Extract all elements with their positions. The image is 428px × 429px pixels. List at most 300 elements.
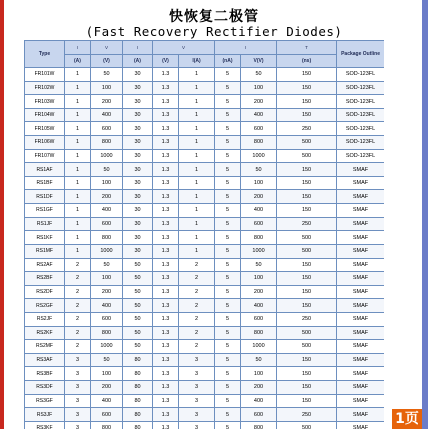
table-row bbox=[25, 108, 385, 122]
model-cell: FR104W bbox=[25, 108, 65, 122]
table-cell: 5 bbox=[215, 285, 241, 299]
table-row bbox=[25, 394, 385, 408]
table-cell: 250 bbox=[277, 408, 337, 422]
table-cell: 30 bbox=[123, 136, 153, 150]
table-cell: 100 bbox=[91, 176, 123, 190]
table-cell: 1 bbox=[65, 244, 91, 258]
model-cell: RS3GF bbox=[25, 394, 65, 408]
header-forward-voltage: V bbox=[153, 41, 215, 55]
model-cell: RS3KF bbox=[25, 421, 65, 429]
table-cell: 250 bbox=[277, 122, 337, 136]
model-cell: RS3BF bbox=[25, 367, 65, 381]
table-cell: SMAF bbox=[337, 204, 384, 218]
table-cell: 150 bbox=[277, 108, 337, 122]
table-cell: 150 bbox=[277, 95, 337, 109]
table-cell: 80 bbox=[123, 367, 153, 381]
table-cell: 5 bbox=[215, 381, 241, 395]
left-accent-bar bbox=[0, 0, 4, 429]
table-cell: SMAF bbox=[337, 272, 384, 286]
table-cell: 200 bbox=[241, 381, 277, 395]
table-cell: 600 bbox=[91, 408, 123, 422]
table-cell: 500 bbox=[277, 231, 337, 245]
spec-table-container bbox=[24, 40, 384, 429]
right-accent-bar bbox=[422, 0, 428, 429]
table-cell: 5 bbox=[215, 136, 241, 150]
model-cell: RS2DF bbox=[25, 285, 65, 299]
table-cell: 1 bbox=[179, 149, 215, 163]
table-cell: 800 bbox=[241, 326, 277, 340]
table-cell: 1.3 bbox=[153, 163, 179, 177]
table-cell: 1 bbox=[65, 95, 91, 109]
table-cell: 2 bbox=[179, 272, 215, 286]
table-cell: 100 bbox=[241, 272, 277, 286]
table-cell: 1.3 bbox=[153, 136, 179, 150]
table-cell: 5 bbox=[215, 108, 241, 122]
table-cell: SMAF bbox=[337, 176, 384, 190]
table-cell: 1 bbox=[179, 108, 215, 122]
table-cell: 1.3 bbox=[153, 68, 179, 82]
table-cell: 1.3 bbox=[153, 190, 179, 204]
table-cell: 50 bbox=[91, 258, 123, 272]
table-cell: 30 bbox=[123, 122, 153, 136]
table-cell: 30 bbox=[123, 204, 153, 218]
table-cell: 3 bbox=[65, 394, 91, 408]
table-cell: 1 bbox=[65, 108, 91, 122]
table-cell: 50 bbox=[123, 326, 153, 340]
table-row bbox=[25, 312, 385, 326]
table-cell: 600 bbox=[241, 312, 277, 326]
table-cell: 1.3 bbox=[153, 149, 179, 163]
table-cell: 50 bbox=[123, 272, 153, 286]
model-cell: FR101W bbox=[25, 68, 65, 82]
table-cell: 500 bbox=[277, 340, 337, 354]
header-surge: I bbox=[123, 41, 153, 55]
table-cell: 2 bbox=[65, 272, 91, 286]
header-reverse-current: I bbox=[215, 41, 277, 55]
table-cell: 2 bbox=[65, 340, 91, 354]
table-cell: SMAF bbox=[337, 421, 384, 429]
table-cell: 3 bbox=[179, 421, 215, 429]
table-cell: 150 bbox=[277, 258, 337, 272]
unit-header: (nA) bbox=[215, 55, 241, 68]
table-cell: 2 bbox=[179, 258, 215, 272]
table-cell: 600 bbox=[241, 122, 277, 136]
unit-header: (V) bbox=[91, 55, 123, 68]
table-cell: 1 bbox=[179, 204, 215, 218]
table-cell: 1 bbox=[179, 163, 215, 177]
table-cell: 200 bbox=[241, 190, 277, 204]
table-cell: 100 bbox=[241, 176, 277, 190]
table-cell: 1.3 bbox=[153, 244, 179, 258]
table-cell: SOD-123FL bbox=[337, 122, 384, 136]
table-cell: 100 bbox=[91, 367, 123, 381]
table-row bbox=[25, 326, 385, 340]
table-cell: 800 bbox=[91, 136, 123, 150]
unit-header: V(V) bbox=[241, 55, 277, 68]
table-row bbox=[25, 367, 385, 381]
table-cell: SMAF bbox=[337, 381, 384, 395]
table-cell: 50 bbox=[241, 163, 277, 177]
table-cell: 800 bbox=[91, 231, 123, 245]
table-cell: 400 bbox=[241, 394, 277, 408]
table-cell: 1.3 bbox=[153, 204, 179, 218]
model-cell: FR107W bbox=[25, 149, 65, 163]
table-cell: SMAF bbox=[337, 190, 384, 204]
table-cell: 800 bbox=[241, 136, 277, 150]
table-cell: 600 bbox=[241, 217, 277, 231]
table-cell: 1.3 bbox=[153, 176, 179, 190]
table-cell: 1.3 bbox=[153, 258, 179, 272]
table-cell: 5 bbox=[215, 176, 241, 190]
table-cell: 150 bbox=[277, 367, 337, 381]
table-cell: 150 bbox=[277, 163, 337, 177]
table-cell: SMAF bbox=[337, 258, 384, 272]
table-cell: SMAF bbox=[337, 353, 384, 367]
model-cell: RS1AF bbox=[25, 163, 65, 177]
table-cell: 150 bbox=[277, 353, 337, 367]
table-cell: SOD-123FL bbox=[337, 149, 384, 163]
table-cell: 50 bbox=[91, 353, 123, 367]
table-cell: 800 bbox=[91, 421, 123, 429]
model-cell: FR105W bbox=[25, 122, 65, 136]
table-cell: 50 bbox=[91, 163, 123, 177]
table-cell: SMAF bbox=[337, 394, 384, 408]
table-cell: 150 bbox=[277, 285, 337, 299]
table-cell: 150 bbox=[277, 81, 337, 95]
table-cell: 5 bbox=[215, 231, 241, 245]
model-cell: FR102W bbox=[25, 81, 65, 95]
table-cell: SMAF bbox=[337, 299, 384, 313]
table-cell: 500 bbox=[277, 326, 337, 340]
table-cell: 1 bbox=[65, 149, 91, 163]
table-cell: 2 bbox=[179, 285, 215, 299]
header-package: Package Outline bbox=[337, 41, 384, 68]
table-row bbox=[25, 421, 385, 429]
table-cell: 3 bbox=[65, 381, 91, 395]
table-cell: 5 bbox=[215, 122, 241, 136]
table-row bbox=[25, 217, 385, 231]
table-cell: 500 bbox=[277, 244, 337, 258]
table-cell: 3 bbox=[65, 408, 91, 422]
table-cell: 2 bbox=[179, 299, 215, 313]
table-cell: 2 bbox=[179, 312, 215, 326]
table-cell: 5 bbox=[215, 408, 241, 422]
model-cell: RS1BF bbox=[25, 176, 65, 190]
table-cell: 100 bbox=[241, 81, 277, 95]
table-row bbox=[25, 299, 385, 313]
table-cell: 250 bbox=[277, 312, 337, 326]
table-cell: 1.3 bbox=[153, 95, 179, 109]
table-cell: 500 bbox=[277, 421, 337, 429]
table-cell: 100 bbox=[91, 272, 123, 286]
table-cell: 1.3 bbox=[153, 108, 179, 122]
model-cell: RS2KF bbox=[25, 326, 65, 340]
table-cell: 800 bbox=[241, 231, 277, 245]
model-cell: RS1GF bbox=[25, 204, 65, 218]
unit-header: (V) bbox=[153, 55, 179, 68]
model-cell: FR106W bbox=[25, 136, 65, 150]
table-cell: 30 bbox=[123, 81, 153, 95]
table-cell: SOD-123FL bbox=[337, 81, 384, 95]
table-cell: 150 bbox=[277, 204, 337, 218]
table-cell: 1.3 bbox=[153, 421, 179, 429]
table-cell: 30 bbox=[123, 190, 153, 204]
table-cell: 5 bbox=[215, 244, 241, 258]
table-cell: 2 bbox=[179, 326, 215, 340]
table-cell: 1.3 bbox=[153, 353, 179, 367]
table-cell: 1.3 bbox=[153, 312, 179, 326]
table-cell: 50 bbox=[123, 340, 153, 354]
table-cell: SMAF bbox=[337, 340, 384, 354]
table-cell: 1 bbox=[179, 176, 215, 190]
header-current: I bbox=[65, 41, 91, 55]
table-cell: 1000 bbox=[241, 340, 277, 354]
table-cell: 5 bbox=[215, 81, 241, 95]
table-cell: SOD-123FL bbox=[337, 136, 384, 150]
table-cell: 50 bbox=[123, 299, 153, 313]
table-cell: 1000 bbox=[91, 149, 123, 163]
model-cell: RS2JF bbox=[25, 312, 65, 326]
table-cell: 1.3 bbox=[153, 81, 179, 95]
table-cell: 1 bbox=[179, 81, 215, 95]
table-cell: 1 bbox=[179, 122, 215, 136]
table-cell: SOD-123FL bbox=[337, 108, 384, 122]
table-row bbox=[25, 408, 385, 422]
table-cell: 200 bbox=[91, 381, 123, 395]
header-recovery-time: T bbox=[277, 41, 337, 55]
table-cell: 1.3 bbox=[153, 122, 179, 136]
table-cell: 5 bbox=[215, 204, 241, 218]
table-cell: 200 bbox=[91, 190, 123, 204]
table-cell: 150 bbox=[277, 394, 337, 408]
table-cell: 1 bbox=[179, 95, 215, 109]
table-cell: 800 bbox=[241, 421, 277, 429]
table-cell: 1000 bbox=[91, 244, 123, 258]
table-cell: 3 bbox=[65, 367, 91, 381]
table-cell: 5 bbox=[215, 163, 241, 177]
table-cell: 1 bbox=[65, 176, 91, 190]
page-number-badge: 1页 bbox=[392, 409, 422, 429]
model-cell: RS3JF bbox=[25, 408, 65, 422]
table-cell: 1 bbox=[65, 217, 91, 231]
table-row bbox=[25, 285, 385, 299]
table-cell: 3 bbox=[179, 367, 215, 381]
table-cell: 5 bbox=[215, 149, 241, 163]
table-cell: 80 bbox=[123, 421, 153, 429]
table-cell: 1 bbox=[65, 81, 91, 95]
table-cell: 1 bbox=[65, 163, 91, 177]
table-cell: 1.3 bbox=[153, 285, 179, 299]
table-cell: 100 bbox=[91, 81, 123, 95]
table-cell: 800 bbox=[91, 326, 123, 340]
table-cell: 150 bbox=[277, 176, 337, 190]
table-cell: 5 bbox=[215, 421, 241, 429]
table-cell: 5 bbox=[215, 367, 241, 381]
table-cell: 1 bbox=[65, 68, 91, 82]
header-voltage: V bbox=[91, 41, 123, 55]
table-cell: 5 bbox=[215, 68, 241, 82]
model-cell: RS1MF bbox=[25, 244, 65, 258]
table-cell: SMAF bbox=[337, 312, 384, 326]
table-row bbox=[25, 340, 385, 354]
table-cell: 5 bbox=[215, 299, 241, 313]
table-cell: 1.3 bbox=[153, 367, 179, 381]
model-cell: RS3AF bbox=[25, 353, 65, 367]
table-cell: 1 bbox=[65, 122, 91, 136]
table-cell: 2 bbox=[65, 326, 91, 340]
table-cell: 5 bbox=[215, 312, 241, 326]
table-cell: 1000 bbox=[241, 244, 277, 258]
table-cell: 5 bbox=[215, 190, 241, 204]
table-row bbox=[25, 68, 385, 82]
model-cell: FR103W bbox=[25, 95, 65, 109]
table-cell: 200 bbox=[91, 95, 123, 109]
table-cell: 1 bbox=[65, 136, 91, 150]
table-cell: 2 bbox=[65, 312, 91, 326]
table-cell: 30 bbox=[123, 68, 153, 82]
model-cell: RS2AF bbox=[25, 258, 65, 272]
header-type: Type bbox=[25, 41, 65, 68]
table-cell: 50 bbox=[91, 68, 123, 82]
table-cell: 30 bbox=[123, 163, 153, 177]
unit-header: (ns) bbox=[277, 55, 337, 68]
table-cell: 1.3 bbox=[153, 394, 179, 408]
table-cell: 30 bbox=[123, 244, 153, 258]
table-cell: SMAF bbox=[337, 285, 384, 299]
table-cell: 1.3 bbox=[153, 299, 179, 313]
table-row bbox=[25, 244, 385, 258]
model-cell: RS1KF bbox=[25, 231, 65, 245]
table-cell: 30 bbox=[123, 108, 153, 122]
table-cell: 1.3 bbox=[153, 326, 179, 340]
table-row bbox=[25, 163, 385, 177]
table-cell: 2 bbox=[65, 285, 91, 299]
table-cell: SMAF bbox=[337, 408, 384, 422]
table-cell: 50 bbox=[241, 353, 277, 367]
table-cell: 3 bbox=[65, 421, 91, 429]
table-cell: 5 bbox=[215, 340, 241, 354]
table-cell: 400 bbox=[241, 108, 277, 122]
table-cell: 80 bbox=[123, 381, 153, 395]
table-row bbox=[25, 231, 385, 245]
model-cell: RS2BF bbox=[25, 272, 65, 286]
table-cell: 1 bbox=[65, 231, 91, 245]
table-cell: 500 bbox=[277, 149, 337, 163]
table-cell: 600 bbox=[91, 122, 123, 136]
table-cell: 400 bbox=[91, 394, 123, 408]
table-cell: 1.3 bbox=[153, 217, 179, 231]
table-cell: 100 bbox=[241, 367, 277, 381]
table-cell: 1 bbox=[179, 231, 215, 245]
table-cell: SMAF bbox=[337, 244, 384, 258]
table-cell: 1000 bbox=[241, 149, 277, 163]
table-cell: 1.3 bbox=[153, 340, 179, 354]
table-row bbox=[25, 136, 385, 150]
table-cell: 5 bbox=[215, 258, 241, 272]
table-cell: 50 bbox=[123, 258, 153, 272]
table-row bbox=[25, 149, 385, 163]
table-cell: 150 bbox=[277, 68, 337, 82]
table-cell: 1 bbox=[179, 217, 215, 231]
table-cell: 1.3 bbox=[153, 408, 179, 422]
table-cell: 1 bbox=[65, 204, 91, 218]
table-cell: SMAF bbox=[337, 163, 384, 177]
table-cell: 80 bbox=[123, 353, 153, 367]
table-cell: SOD-123FL bbox=[337, 95, 384, 109]
table-cell: 5 bbox=[215, 95, 241, 109]
table-cell: 600 bbox=[91, 312, 123, 326]
table-cell: 1.3 bbox=[153, 272, 179, 286]
table-cell: 400 bbox=[241, 204, 277, 218]
table-cell: 400 bbox=[91, 299, 123, 313]
spec-table-body bbox=[25, 68, 385, 429]
table-cell: 80 bbox=[123, 394, 153, 408]
table-cell: 3 bbox=[65, 353, 91, 367]
table-cell: 5 bbox=[215, 353, 241, 367]
page-subtitle: (Fast Recovery Rectifier Diodes) bbox=[85, 24, 343, 39]
table-cell: 400 bbox=[241, 299, 277, 313]
table-cell: 50 bbox=[241, 258, 277, 272]
table-cell: 5 bbox=[215, 394, 241, 408]
table-cell: 3 bbox=[179, 381, 215, 395]
spec-table bbox=[24, 40, 384, 429]
table-cell: 3 bbox=[179, 353, 215, 367]
table-cell: SMAF bbox=[337, 367, 384, 381]
table-row bbox=[25, 176, 385, 190]
table-cell: 1 bbox=[179, 190, 215, 204]
table-cell: 150 bbox=[277, 190, 337, 204]
page-title: 快恢复二极管 bbox=[169, 9, 259, 25]
table-cell: 2 bbox=[65, 299, 91, 313]
table-cell: 50 bbox=[123, 312, 153, 326]
table-cell: 200 bbox=[241, 285, 277, 299]
table-cell: 150 bbox=[277, 272, 337, 286]
table-cell: 1 bbox=[179, 136, 215, 150]
table-cell: 30 bbox=[123, 95, 153, 109]
table-cell: 200 bbox=[91, 285, 123, 299]
table-cell: SMAF bbox=[337, 231, 384, 245]
table-cell: 2 bbox=[179, 340, 215, 354]
table-cell: 30 bbox=[123, 176, 153, 190]
table-cell: 80 bbox=[123, 408, 153, 422]
table-cell: 2 bbox=[65, 258, 91, 272]
table-cell: 30 bbox=[123, 149, 153, 163]
table-cell: 5 bbox=[215, 326, 241, 340]
table-cell: 5 bbox=[215, 217, 241, 231]
table-cell: 400 bbox=[91, 108, 123, 122]
table-cell: 1000 bbox=[91, 340, 123, 354]
table-cell: 600 bbox=[91, 217, 123, 231]
table-cell: 200 bbox=[241, 95, 277, 109]
table-row bbox=[25, 122, 385, 136]
table-row bbox=[25, 95, 385, 109]
table-cell: SMAF bbox=[337, 326, 384, 340]
model-cell: RS1JF bbox=[25, 217, 65, 231]
table-cell: SOD-123FL bbox=[337, 68, 384, 82]
model-cell: RS3DF bbox=[25, 381, 65, 395]
table-cell: 3 bbox=[179, 394, 215, 408]
table-cell: 50 bbox=[241, 68, 277, 82]
model-cell: RS2MF bbox=[25, 340, 65, 354]
model-cell: RS2GF bbox=[25, 299, 65, 313]
table-row bbox=[25, 204, 385, 218]
table-cell: 1 bbox=[65, 190, 91, 204]
table-cell: 600 bbox=[241, 408, 277, 422]
unit-header: (A) bbox=[123, 55, 153, 68]
table-cell: SMAF bbox=[337, 217, 384, 231]
table-cell: 50 bbox=[123, 285, 153, 299]
table-cell: 3 bbox=[179, 408, 215, 422]
